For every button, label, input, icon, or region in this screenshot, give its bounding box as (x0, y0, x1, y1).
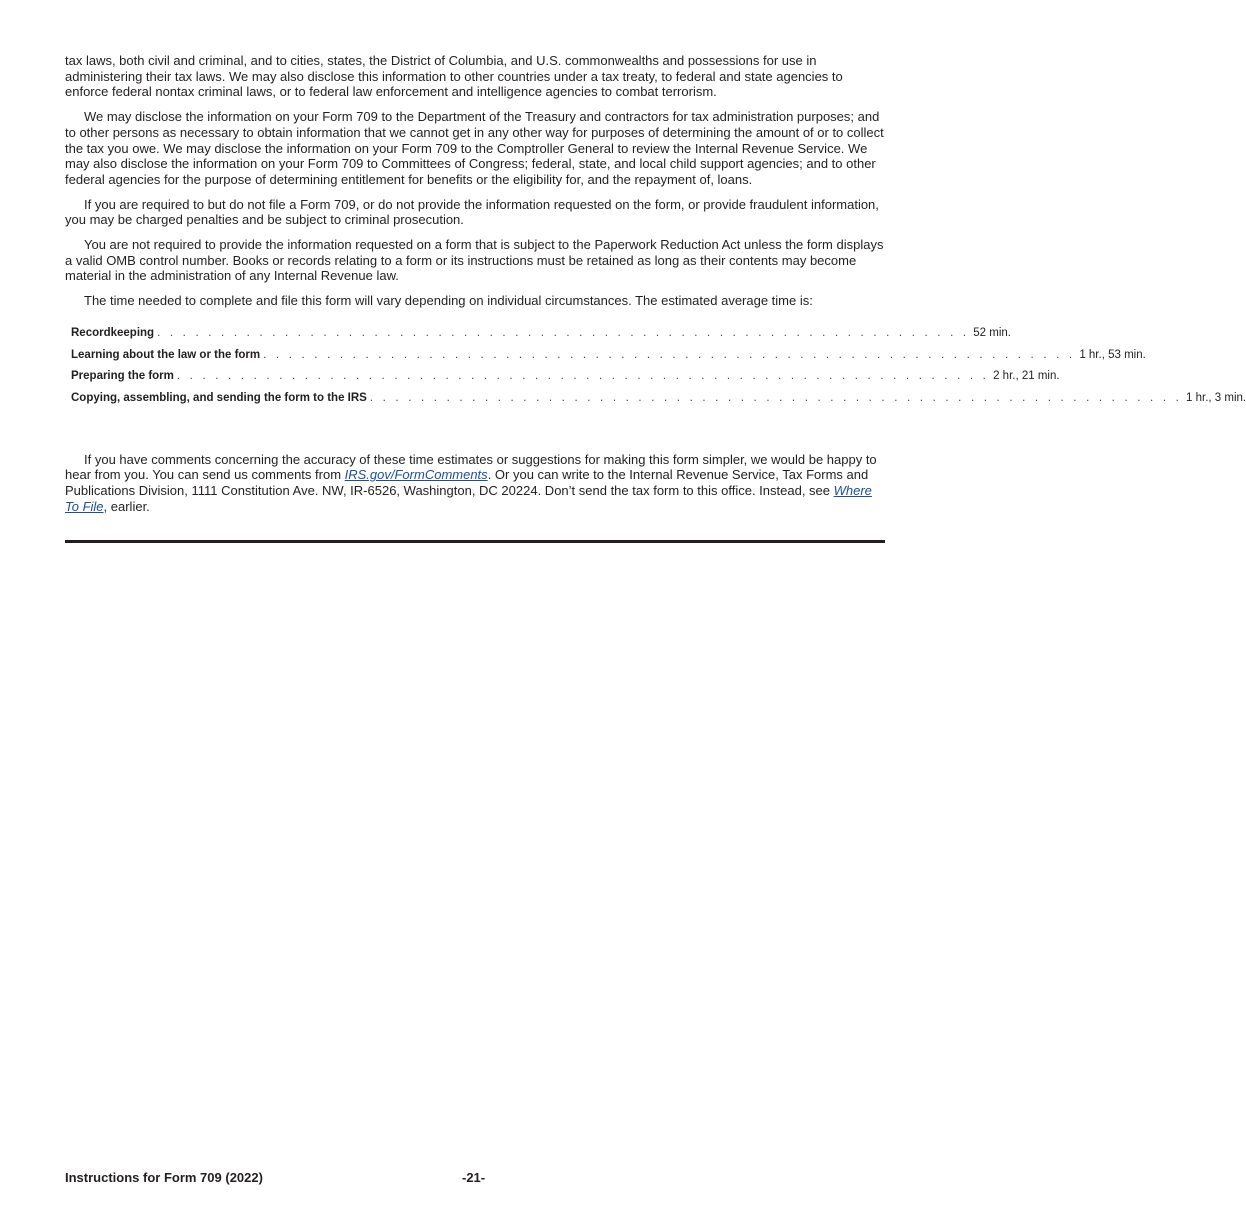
time-row-recordkeeping (71, 326, 1011, 349)
paragraph-disclosure-treasury: We may disclose the information on your Form 709 to the Department of the Treasury and contractors for tax administration purposes; and to other persons as necessary to obtain information that we cannot get in any other way for purposes of determining the amount of or to collect the tax you owe. We may disclose the information on your Form 709 to the Comptroller General to review the Internal Revenue Service. We may also disclose the information on your Form 709 to Committees of Congress; federal, state, and local child support agencies; and to other federal agencies for the purpose of determining entitlement for benefits or the eligibility for, and the repayment of, loans. (65, 109, 884, 187)
time-label: Preparing the form (71, 370, 174, 383)
paragraph-penalties: If you are required to but do not file a Form 709, or do not provide the information requested on the form, or provide fraudulent information, you may be charged penalties and be subject to criminal prosecution. (65, 196, 879, 228)
dot-leader: . . . . . . . . . . . . . . . . . . . . . . . . . . . . . . . . . . . . . . . . . . . . . . . . . . . . . . . . . . . . . . . . (263, 348, 1076, 361)
time-label: Copying, assembling, and sending the form to the IRS (71, 391, 367, 404)
paragraph-paperwork-reduction: You are not required to provide the information requested on a form that is subject to the Paperwork Reduction Act unless the form displays a valid OMB control number. Books or records relating to a form or its instructions must be retained as long as their contents may become material in the administration of any Internal Revenue law. (65, 237, 884, 284)
paragraph-disclosure-tax-laws: tax laws, both civil and criminal, and to cities, states, the District of Columbia, and U.S. commonwealths and possessions for use in administering their tax laws. We may also disclose this information to other countries under a tax treaty, to federal and state agencies to enforce federal nontax criminal laws, or to federal law enforcement and intelligence agencies to combat terrorism. (65, 53, 843, 100)
time-estimates-table (71, 326, 1246, 414)
dot-leader: . . . . . . . . . . . . . . . . . . . . . . . . . . . . . . . . . . . . . . . . . . . . . . . . . . . . . . . . . . . . . . . . (176, 370, 990, 383)
footer-title: Instructions for Form 709 (2022) (65, 1170, 263, 1185)
paragraph-comments (65, 452, 885, 515)
time-value: 1 hr., 53 min. (1079, 348, 1146, 361)
comments-text-2: . Or you can write to the Internal Revenue Service, Tax Forms and Publications Division, 1111 Constitution Ave. NW, IR-6526, Washington, DC 20224. Don’t send the tax form to this office. Instead, see (65, 467, 869, 498)
dot-leader: . . . . . . . . . . . . . . . . . . . . . . . . . . . . . . . . . . . . . . . . . . . . . . . . . . . . . . . . . . . . . . . . (369, 391, 1183, 404)
page-number: -21- (462, 1170, 486, 1185)
comments-text-3: , earlier. (103, 498, 150, 514)
time-label: Learning about the law or the form (71, 348, 261, 361)
time-value: 2 hr., 21 min. (993, 370, 1060, 383)
where-to-file-link[interactable]: Where To File (65, 483, 872, 514)
comments-text-1: If you have comments concerning the accuracy of these time estimates or suggestions for making this form simpler, we would be happy to hear from you. You can send us comments from (65, 451, 877, 483)
time-row-learning (71, 348, 1146, 371)
dot-leader: . . . . . . . . . . . . . . . . . . . . . . . . . . . . . . . . . . . . . . . . . . . . . . . . . . . . . . . . . . . . . . . . (157, 326, 970, 339)
time-row-copying (71, 391, 1246, 414)
section-divider (65, 540, 885, 543)
page-body (65, 53, 1246, 523)
paragraph-time-needed: The time needed to complete and file this form will vary depending on individual circumstances. The estimated average time is: (84, 293, 813, 309)
time-value: 52 min. (973, 326, 1011, 339)
time-value: 1 hr., 3 min. (1186, 391, 1246, 404)
form-comments-link[interactable]: IRS.gov/FormComments (344, 467, 488, 483)
time-row-preparing (71, 370, 1060, 392)
time-label: Recordkeeping (71, 326, 155, 339)
